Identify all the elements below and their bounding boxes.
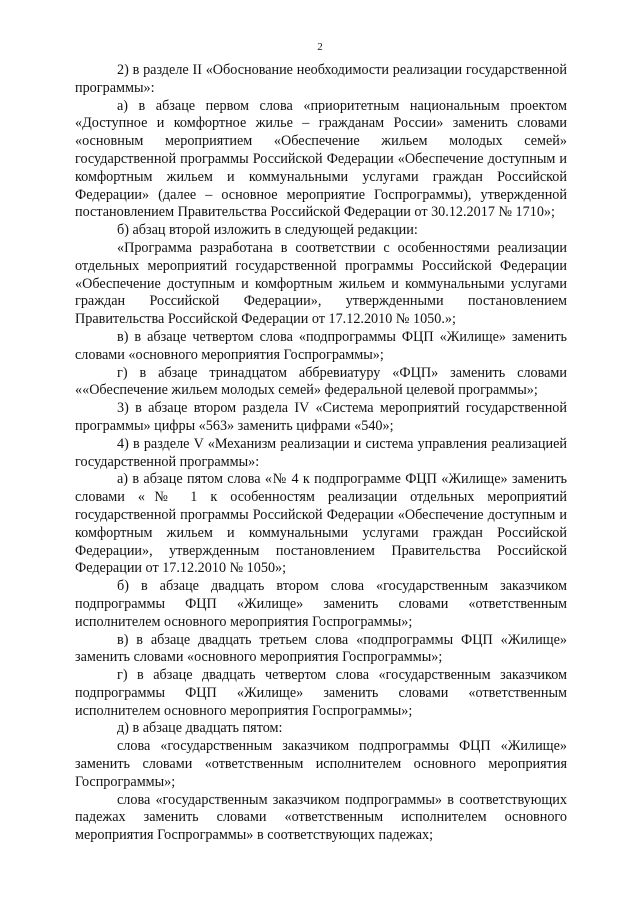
paragraph-4a: а) в абзаце пятом слова «№ 4 к подпрограмме ФЦП «Жилище» заменить словами «№ 1 к особенностям реализации отдельных мероприятий государственной программы Российской Федерации «Обеспечение доступным и комфортным жильем и коммунальными услугами граждан Российской Федерации», утвержденным постановлением Правительства Российской Федерации от 17.12.2010 № 1050»;	[75, 471, 567, 577]
paragraph-4b: б) в абзаце двадцать втором слова «государственным заказчиком подпрограммы ФЦП «Жилище» заменить словами «ответственным исполнителем основного мероприятия Госпрограммы»;	[75, 578, 567, 630]
paragraph-section-2: 2) в разделе II «Обоснование необходимости реализации государственной программы»:	[75, 62, 567, 96]
paragraph-4d: д) в абзаце двадцать пятом:	[117, 720, 283, 737]
paragraph-2v: в) в абзаце четвертом слова «подпрограммы ФЦП «Жилище» заменить словами «основного мероприятия Госпрограммы»;	[75, 328, 567, 363]
paragraph-section-4: 4) в разделе V «Механизм реализации и система управления реализацией государственной программы»:	[75, 435, 567, 470]
page-number: 2	[317, 41, 323, 53]
paragraph-4v: в) в абзаце двадцать третьем слова «подпрограммы ФЦП «Жилище» заменить словами «основного мероприятия Госпрограммы»;	[75, 631, 567, 666]
paragraph-4g: г) в абзаце двадцать четвертом слова «государственным заказчиком подпрограммы ФЦП «Жилище» заменить словами «ответственным исполнителем основного мероприятия Госпрограммы»;	[75, 667, 567, 719]
paragraph-2g: г) в абзаце тринадцатом аббревиатуру «ФЦП» заменить словами ««Обеспечение жильем молодых семей» федеральной целевой программы»;	[75, 364, 567, 399]
paragraph-4d-1: слова «государственным заказчиком подпрограммы ФЦП «Жилище» заменить словами «ответственным исполнителем основного мероприятия Госпрограммы»;	[75, 738, 567, 790]
paragraph-4d-2: слова «государственным заказчиком подпрограммы» в соответствующих падежах заменить словами «ответственным исполнителем основного мероприятия Госпрограммы» в соответствующих падежах;	[75, 791, 567, 844]
paragraph-section-3: 3) в абзаце втором раздела IV «Система мероприятий государственной программы» цифры «563» заменить цифрами «540»;	[75, 400, 567, 434]
document-body	[75, 62, 567, 845]
paragraph-2b-quote: «Программа разработана в соответствии с особенностями реализации отдельных мероприятий государственной программы Российской Федерации «Обеспечение доступным и комфортным жильем и коммунальными услугами граждан Российской Федерации», утвержденными постановлением Правительства Российской Федерации от 17.12.2010 № 1050.»;	[75, 239, 567, 328]
paragraph-2b: б) абзац второй изложить в следующей редакции:	[117, 222, 418, 239]
paragraph-2a: а) в абзаце первом слова «приоритетным национальным проектом «Доступное и комфортное жилье – гражданам России» заменить словами «основным мероприятием «Обеспечение жильем молодых семей» государственной программы Российской Федерации «Обеспечение доступным и комфортным жильем и коммунальными услугами граждан Российской Федерации» (далее – основное мероприятие Госпрограммы), утвержденной постановлением Правительства Российской Федерации от 30.12.2017 № 1710»;	[75, 97, 567, 221]
